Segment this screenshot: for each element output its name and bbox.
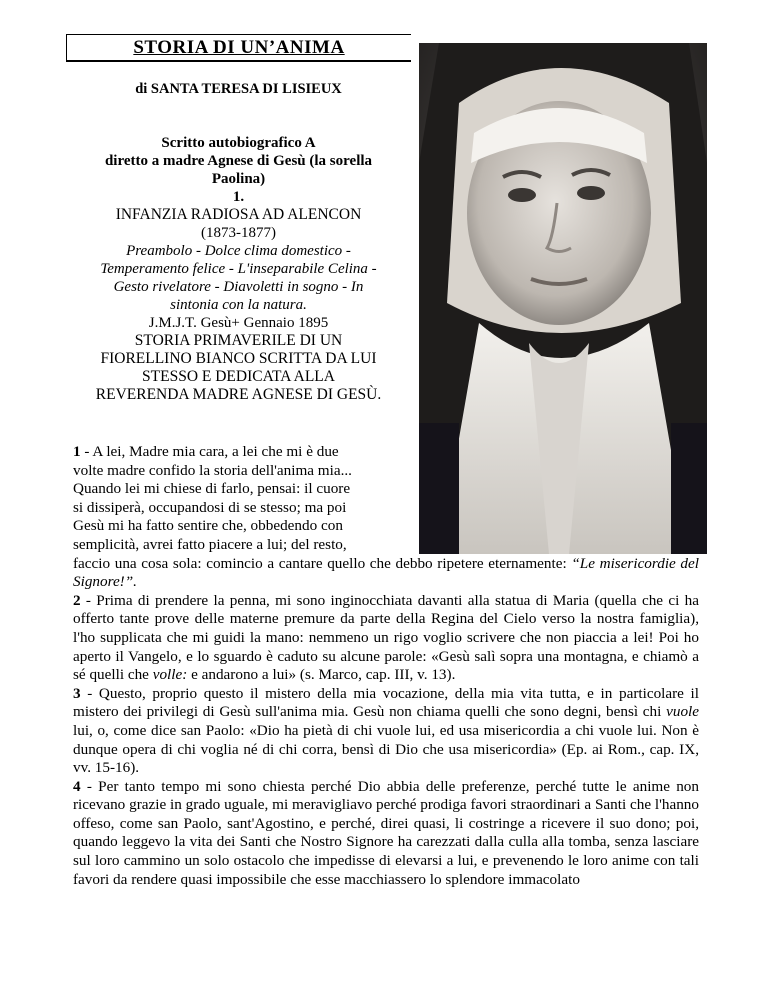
body-text (73, 443, 699, 889)
summary-line: Gesto rivelatore - Diavoletti in sogno - In (113, 279, 364, 295)
chapter-number: 1. (232, 189, 245, 205)
paragraph-number: 3 (73, 684, 81, 702)
paragraph-number: 1 (73, 443, 81, 460)
text-line: si dissiperà, occupandosi di se stesso; ma poi (73, 498, 347, 516)
summary-line: Preambolo - Dolce clima domestico - (126, 243, 351, 259)
paragraph-3 (73, 685, 699, 778)
italic-word: vuole (666, 703, 699, 721)
dateline: J.M.J.T. Gesù+ Gennaio 1895 (148, 315, 329, 331)
text-line: Gesù mi ha fatto sentire che, obbedendo con (73, 517, 343, 535)
paragraph-text: faccio una cosa sola: comincio a cantare quello che debbo ripetere eternamente: (73, 554, 572, 572)
paragraph-4 (73, 778, 699, 890)
paragraph-text: e andarono a lui» (s. Marco, cap. III, v. 13). (187, 666, 456, 684)
paragraph-number: 2 (73, 591, 81, 609)
text-line: Quando lei mi chiese di farlo, pensai: il cuore (73, 480, 351, 498)
dedication-line: FIORELLINO BIANCO SCRITTA DA LUI (100, 350, 377, 367)
text-line: volte madre confido la storia dell'anima mia... (73, 461, 352, 479)
paragraph-2 (73, 592, 699, 685)
subtitle-line-1: Scritto autobiografico A (161, 135, 316, 151)
paragraph-text: - Questo, proprio questo il mistero della mia vocazione, della mia vita tutta, e in particolare il mistero dei privilegi di Gesù sull'anima mia. Gesù non chiama quelli che sono degni, bensì chi (73, 684, 699, 721)
text-line: - A lei, Madre mia cara, a lei che mi è due (84, 443, 339, 460)
paragraph-text: - Per tanto tempo mi sono chiesta perché Dio abbia delle preferenze, perché tutte le anime non ricevano grazie in grado uguale, mi meravigliavo perché prodiga favori straordinari a Santi che l'hanno offeso, come san Paolo, sant'Agostino, e perché, direi quasi, li costringe a ricevere il suo dono; poi, quando leggevo la vita dei Santi che Nostro Signore ha carezzati dalla culla alla tomba, senza lasciare sul loro cammino un solo ostacolo che impedisse di elevarsi a lui, e prevenendo le loro anime con tali favori da rendere quasi impossibile che esse macchiassero lo splendore immacolato (73, 777, 699, 888)
subtitle-line-3: Paolina) (211, 171, 266, 187)
subtitle-line-2: diretto a madre Agnese di Gesù (la sorella (104, 153, 373, 169)
paragraph-text: - Prima di prendere la penna, mi sono inginocchiata davanti alla statua di Maria (quella che ci ha offerto tante prove delle materne premure da parte della Regina del Cielo verso la nostra famiglia), l'ho supplicata che mi guidi la mano: nemmeno un rigo voglio scrivere che non piaccia a lei! Poi ho aperto il Vangelo, e lo sguardo è caduto su alcune parole: «Gesù salì sopra una montagna, e chiamò a sé quelli che (73, 591, 699, 684)
paragraph-number: 4 (73, 777, 81, 795)
dedication-line: REVERENDA MADRE AGNESE DI GESÙ. (95, 386, 382, 403)
dedication-line: STORIA PRIMAVERILE DI UN (134, 332, 343, 349)
chapter-years: (1873-1877) (201, 225, 276, 241)
title-box (66, 34, 411, 62)
document-title: STORIA DI UN’ANIMA (133, 37, 345, 58)
author-line: di SANTA TERESA DI LISIEUX (135, 81, 342, 97)
quote-text: “Le misericordie del Signore!”. (73, 554, 699, 591)
dedication-line: STESSO E DEDICATA ALLA (142, 368, 335, 385)
paragraph-text: lui, o, come dice san Paolo: «Dio ha pietà di chi vuole lui, ed usa misericordia a chi vuole lui. Non è dunque opera di chi voglia né di chi corra, bensì di Dio che usa misericordia» (Ep. ai Rom., cap. IX, vv. 15-16). (73, 721, 699, 777)
paragraph-1-narrow (73, 443, 418, 555)
summary-line: sintonia con la natura. (170, 297, 307, 313)
summary-line: Temperamento felice - L'inseparabile Celina - (100, 261, 377, 277)
text-line: semplicità, avrei fatto piacere a lui; del resto, (73, 535, 347, 553)
chapter-title: INFANZIA RADIOSA AD ALENCON (115, 206, 362, 223)
paragraph-1-rest (73, 555, 699, 592)
italic-word: volle: (152, 666, 188, 684)
header-column (66, 80, 411, 404)
